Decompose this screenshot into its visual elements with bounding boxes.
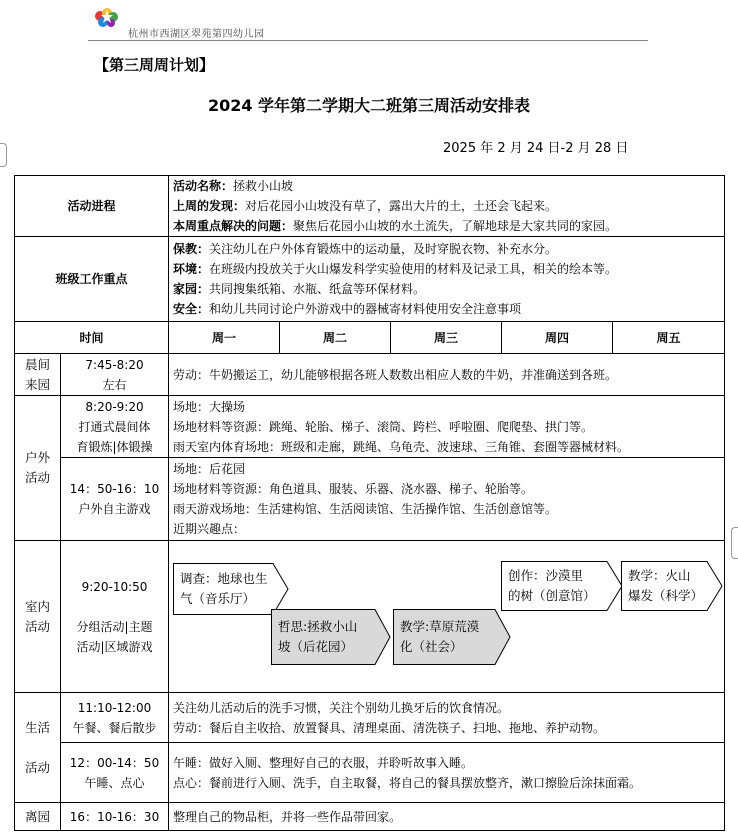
outdoor-morning-time: 8:20-9:20 打通式晨间体 育锻炼|体锻操 bbox=[61, 396, 169, 458]
page-corner-mark bbox=[0, 143, 7, 167]
focus-problem: 聚焦后花园小山坡的水土流失，了解地球是大家共同的家园。 bbox=[293, 219, 618, 233]
focus-key: 安全： bbox=[173, 302, 210, 316]
day-friday: 周五 bbox=[613, 322, 725, 354]
header-divider bbox=[88, 40, 648, 41]
outdoor-category: 户外 活动 bbox=[15, 396, 61, 541]
outdoor-afternoon-time: 14：50-16：10 户外自主游戏 bbox=[61, 458, 169, 541]
school-name: 杭州市西湖区翠苑第四幼儿园 bbox=[128, 29, 265, 40]
progress-label: 活动进程 bbox=[15, 176, 169, 237]
leave-row bbox=[15, 803, 725, 831]
focus-text: 在班级内投放关于火山爆发科学实验使用的材料及记录工具，相关的绘本等。 bbox=[209, 262, 618, 276]
day-monday: 周一 bbox=[169, 322, 280, 354]
leave-category: 离园 bbox=[15, 803, 61, 831]
focus-key: 环境： bbox=[173, 262, 210, 276]
life-row-nap bbox=[15, 743, 725, 803]
life-nap-content: 午睡：做好入厕、整理好自己的衣服，并聆听故事入睡。 点心：餐前进行入厕、洗手，自主取餐，将自己的餐具摆放整齐，漱口擦脸后涂抹面霜。 bbox=[169, 743, 725, 803]
school-logo-icon bbox=[92, 6, 122, 32]
time-header: 时间 bbox=[15, 322, 169, 354]
focus-key: 家园： bbox=[173, 282, 210, 296]
progress-content bbox=[169, 176, 725, 237]
outdoor-morning-content: 场地：大操场 场地材料等资源：跳绳、轮胎、梯子、滚筒、跨栏、呼啦圈、爬爬垫、拱门等。 雨天室内体育场地：班级和走廊，跳绳、乌龟壳、波速球、三角锥、套圈等器械材料。 bbox=[169, 396, 725, 458]
arrival-row bbox=[15, 354, 725, 396]
outdoor-afternoon-content: 场地：后花园 场地材料等资源：角色道具、服装、乐器、浇水器、梯子、轮胎等。 雨天游戏场地：生活建构馆、生活阅读馆、生活操作馆、生活创意馆等。 近期兴趣点： bbox=[169, 458, 725, 541]
schedule-table bbox=[14, 175, 725, 831]
life-lunch-time: 11:10-12:00 午餐、餐后散步 bbox=[61, 693, 169, 743]
focus-text: 关注幼儿在户外体育锻炼中的运动量，及时穿脱衣物、补充水分。 bbox=[209, 242, 558, 256]
indoor-flow: 调查：地球也生 气（音乐厅） 哲思:拯救小山 坡（后花园） 教学:草原荒漠 化（社会） 创作：沙漠里 的树（创意馆） 教学：火山 爆发（科学） bbox=[169, 541, 725, 693]
date-range: 2025 年 2 月 24 日-2 月 28 日 bbox=[443, 141, 629, 156]
indoor-row bbox=[15, 541, 725, 693]
leave-time: 16：10-16：30 bbox=[61, 803, 169, 831]
indoor-time: 9:20-10:50 分组活动|主题 活动|区域游戏 bbox=[61, 541, 169, 693]
focus-text: 共同搜集纸箱、水瓶、纸盒等环保材料。 bbox=[209, 282, 426, 296]
last-week-key: 上周的发现： bbox=[173, 199, 246, 213]
focus-content bbox=[169, 237, 725, 322]
life-row-lunch bbox=[15, 693, 725, 743]
focus-label: 班级工作重点 bbox=[15, 237, 169, 322]
focus-problem-key: 本周重点解决的问题： bbox=[173, 219, 294, 233]
last-week-finding: 对后花园小山坡没有草了，露出大片的土，土还会飞起来。 bbox=[245, 199, 558, 213]
day-wednesday: 周三 bbox=[391, 322, 502, 354]
day-header-row bbox=[15, 322, 725, 354]
outdoor-row-afternoon bbox=[15, 458, 725, 541]
activity-name: 拯救小山坡 bbox=[233, 179, 294, 193]
focus-row bbox=[15, 237, 725, 322]
activity-name-key: 活动名称： bbox=[173, 179, 234, 193]
life-lunch-content: 关注幼儿活动后的洗手习惯，关注个别幼儿换牙后的饮食情况。 劳动：餐后自主收拾、放置餐具、清理桌面、清洗筷子、扫地、拖地、养护动物。 bbox=[169, 693, 725, 743]
arrival-category: 晨间 来园 bbox=[15, 354, 61, 396]
focus-key: 保教： bbox=[173, 242, 210, 256]
arrival-time: 7:45-8:20 左右 bbox=[61, 354, 169, 396]
day-thursday: 周四 bbox=[502, 322, 613, 354]
life-nap-time: 12：00-14：50 午睡、点心 bbox=[61, 743, 169, 803]
arrival-content: 劳动：牛奶搬运工，幼儿能够根据各班人数数出相应人数的牛奶，并准确送到各班。 bbox=[169, 354, 725, 396]
outdoor-row-morning bbox=[15, 396, 725, 458]
life-category: 生活 活动 bbox=[15, 693, 61, 803]
page-title: 2024 学年第二学期大二班第三周活动安排表 bbox=[207, 96, 531, 115]
leave-content: 整理自己的物品柜，并将一些作品带回家。 bbox=[169, 803, 725, 831]
progress-row bbox=[15, 176, 725, 237]
page-corner-mark bbox=[731, 527, 738, 559]
day-tuesday: 周二 bbox=[280, 322, 391, 354]
focus-text: 和幼儿共同讨论户外游戏中的器械寄材料使用安全注意事项 bbox=[209, 302, 522, 316]
week-label: 【第三周周计划】 bbox=[94, 56, 215, 74]
indoor-category: 室内 活动 bbox=[15, 541, 61, 693]
